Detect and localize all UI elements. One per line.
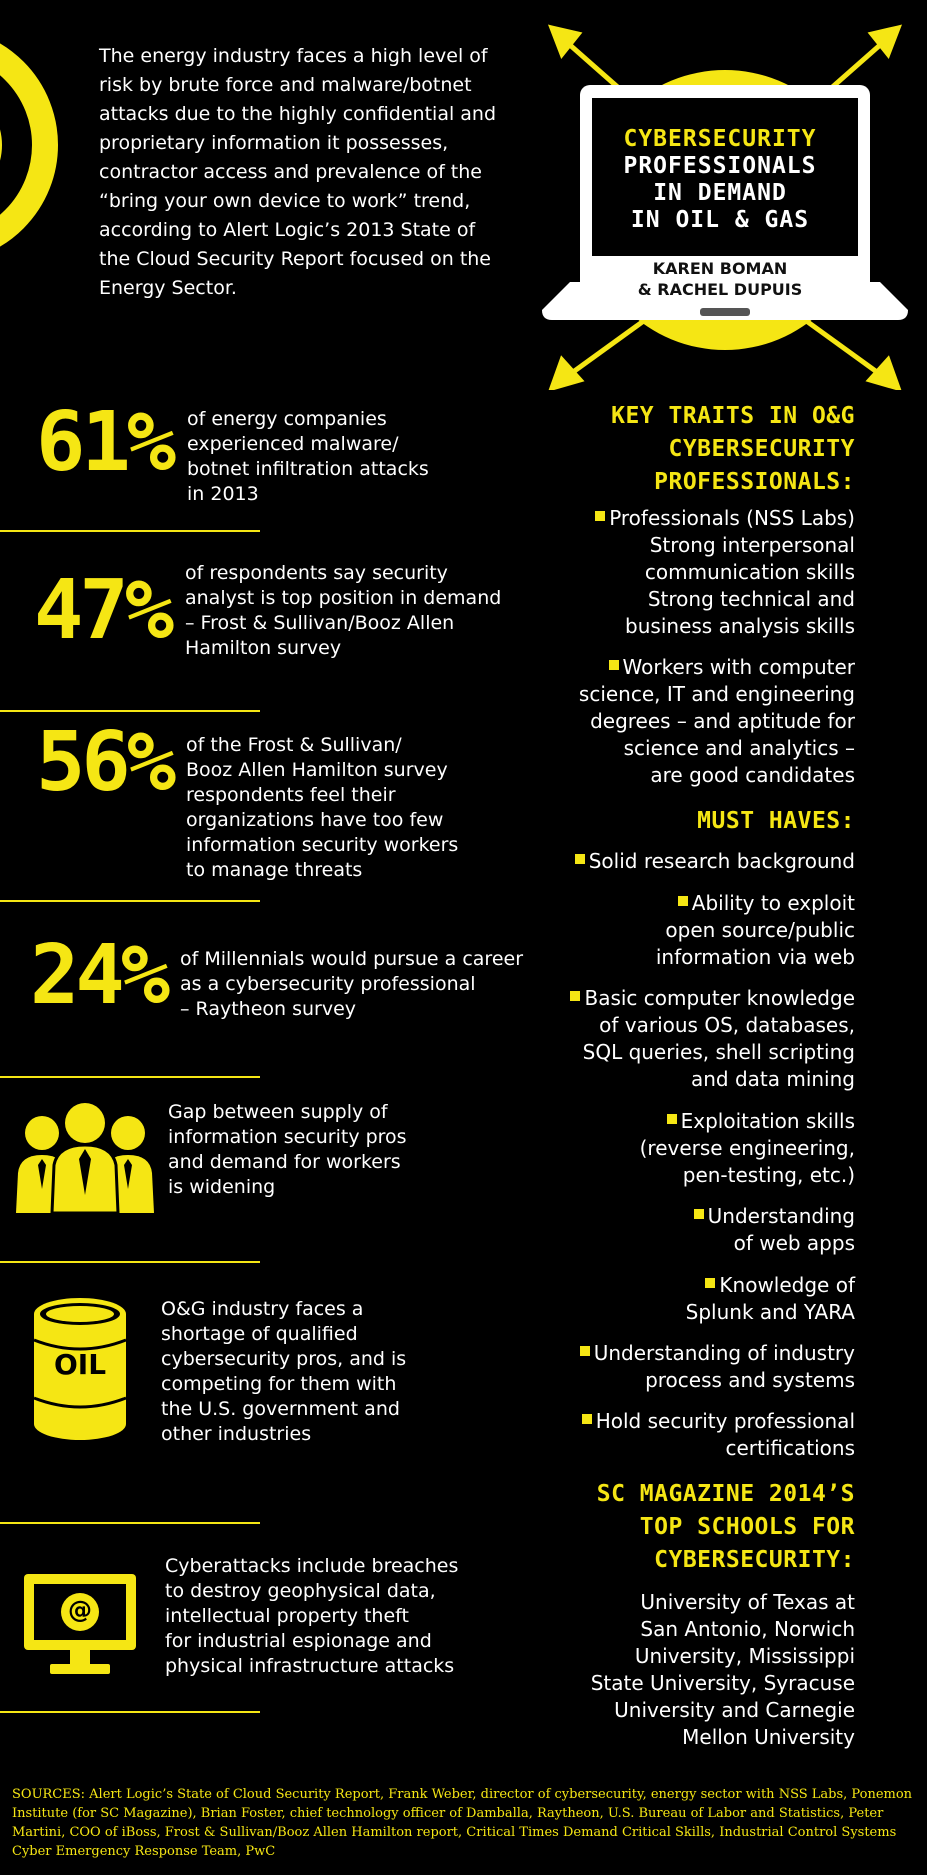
trait-item	[525, 505, 855, 640]
divider	[0, 1261, 260, 1263]
stat-value: 47%	[34, 563, 171, 658]
schools-list	[525, 1589, 855, 1751]
stat-line: as a cybersecurity professional	[180, 973, 476, 995]
stat-line: organizations have too few	[186, 809, 444, 831]
heading-line: PROFESSIONALS:	[654, 469, 855, 495]
stat-description	[180, 947, 540, 1022]
fact-description	[168, 1100, 468, 1200]
stat-line: botnet infiltration attacks	[187, 458, 429, 480]
bullet-icon	[570, 991, 580, 1001]
author-name: & RACHEL DUPUIS	[637, 280, 803, 299]
intro-line: risk by brute force and malware/botnet	[99, 74, 472, 96]
stat-description	[187, 407, 487, 507]
item-line: Professionals (NSS Labs)	[609, 506, 855, 530]
fact-line: the U.S. government and	[161, 1398, 400, 1420]
stat-value: 24%	[30, 928, 167, 1023]
item-line: certifications	[725, 1436, 855, 1460]
divider	[0, 530, 260, 532]
must-haves-heading: MUST HAVES:	[697, 808, 855, 834]
divider	[0, 710, 260, 712]
must-have-item	[525, 1408, 855, 1462]
school-line: San Antonio, Norwich	[640, 1617, 855, 1641]
item-line: degrees – and aptitude for	[590, 709, 855, 733]
item-line: Solid research background	[588, 849, 855, 873]
stat-line: Booz Allen Hamilton survey	[186, 759, 448, 781]
heading-line: SC MAGAZINE 2014’S	[596, 1481, 855, 1507]
trait-item	[525, 654, 855, 789]
stat-line: Hamilton survey	[185, 637, 342, 659]
fact-line: information security pros	[168, 1126, 407, 1148]
traits-heading	[525, 400, 855, 499]
heading-line: CYBERSECURITY	[668, 436, 855, 462]
stat-line: analyst is top position in demand	[185, 587, 502, 609]
intro-line: “bring your own device to work” trend,	[99, 190, 471, 212]
bullet-icon	[609, 660, 619, 670]
item-line: open source/public	[665, 918, 855, 942]
fact-line: competing for them with	[161, 1373, 397, 1395]
item-line: and data mining	[690, 1067, 855, 1091]
divider	[0, 1522, 260, 1524]
item-line: Exploitation skills	[680, 1109, 855, 1133]
bullet-icon	[582, 1414, 592, 1424]
item-line: Strong technical and	[647, 587, 855, 611]
school-line: University, Mississippi	[634, 1644, 855, 1668]
must-have-item	[525, 1108, 855, 1189]
stat-line: information security workers	[186, 834, 459, 856]
bullet-icon	[667, 1114, 677, 1124]
title-line: IN OIL & GAS	[630, 207, 810, 233]
fact-line: O&G industry faces a	[161, 1298, 364, 1320]
item-line: Understanding of industry	[593, 1341, 855, 1365]
title-line: PROFESSIONALS	[623, 153, 817, 179]
stat-value: 56%	[36, 715, 173, 810]
divider	[0, 1076, 260, 1078]
stat-line: to manage threats	[186, 859, 363, 881]
must-have-item	[525, 890, 855, 971]
intro-line: the Cloud Security Report focused on the	[99, 248, 491, 270]
oil-label: OIL	[53, 1348, 107, 1381]
bullet-icon	[678, 896, 688, 906]
item-line: of various OS, databases,	[599, 1013, 855, 1037]
fact-line: Cyberattacks include breaches	[165, 1555, 459, 1577]
school-line: University of Texas at	[640, 1590, 855, 1614]
stat-line: – Frost & Sullivan/Booz Allen	[185, 612, 455, 634]
title-line: IN DEMAND	[653, 180, 787, 206]
fact-line: and demand for workers	[168, 1151, 401, 1173]
must-have-item	[525, 1203, 855, 1257]
fact-line: is widening	[168, 1176, 276, 1198]
author-block	[600, 258, 840, 300]
school-line: University and Carnegie	[614, 1698, 855, 1722]
must-have-item	[525, 985, 855, 1093]
intro-line: according to Alert Logic’s 2013 State of	[99, 219, 476, 241]
item-line: business analysis skills	[625, 614, 855, 638]
fact-line: other industries	[161, 1423, 312, 1445]
fact-line: cybersecurity pros, and is	[161, 1348, 407, 1370]
heading-line: TOP SCHOOLS FOR	[639, 1514, 855, 1540]
bullet-icon	[580, 1346, 590, 1356]
oil-barrel-icon	[32, 1296, 128, 1442]
intro-line: attacks due to the highly confidential and	[99, 103, 497, 125]
heading-line: CYBERSECURITY:	[654, 1547, 855, 1573]
item-line: Workers with computer	[622, 655, 855, 679]
fact-line: to destroy geophysical data,	[165, 1580, 436, 1602]
must-have-item	[525, 1272, 855, 1326]
item-line: Knowledge of	[719, 1273, 855, 1297]
bullet-icon	[694, 1209, 704, 1219]
author-name: KAREN BOMAN	[652, 259, 788, 278]
fact-line: intellectual property theft	[165, 1605, 409, 1627]
item-line: process and systems	[645, 1368, 855, 1392]
fact-description	[165, 1554, 495, 1679]
item-line: Strong interpersonal	[649, 533, 855, 557]
intro-line: contractor access and prevalence of the	[99, 161, 482, 183]
sources-text: SOURCES: Alert Logic’s State of Cloud Security Report, Frank Weber, director of cybersecurity, energy sector with NSS Labs, Ponemon Institute (for SC Magazine), Brian Foster, chief technology officer of Damballa, Raytheon, U.S. Bureau of Labor and Statistics, Peter Martini, COO of iBoss, Frost & Sullivan/Booz Allen Hamilton report, Critical Times Demand Critical Skills, Industrial Control Systems Cyber Emergency Response Team, PwC	[12, 1787, 913, 1859]
monitor-at-icon	[24, 1574, 136, 1676]
bullet-icon	[705, 1278, 715, 1288]
fact-line: shortage of qualified	[161, 1323, 358, 1345]
item-line: Understanding	[707, 1204, 855, 1228]
heading-line: KEY TRAITS IN O&G	[611, 403, 855, 429]
people-group-icon	[14, 1103, 156, 1213]
must-have-item	[525, 848, 855, 875]
item-line: of web apps	[733, 1231, 855, 1255]
must-have-item	[525, 1340, 855, 1394]
school-line: Mellon University	[682, 1725, 855, 1749]
item-line: Splunk and YARA	[685, 1300, 855, 1324]
item-line: are good candidates	[650, 763, 855, 787]
intro-line: Energy Sector.	[99, 277, 237, 299]
divider	[0, 1711, 260, 1713]
stat-line: of Millennials would pursue a career	[180, 948, 524, 970]
intro-line: proprietary information it possesses,	[99, 132, 449, 154]
item-line: Hold security professional	[595, 1409, 855, 1433]
intro-line: The energy industry faces a high level of	[99, 45, 488, 67]
divider	[0, 900, 260, 902]
item-line: communication skills	[644, 560, 855, 584]
item-line: Ability to exploit	[691, 891, 855, 915]
header-title	[590, 126, 850, 234]
title-line: CYBERSECURITY	[623, 126, 817, 152]
item-line: science, IT and engineering	[578, 682, 855, 706]
stat-description	[186, 733, 496, 883]
fact-description	[161, 1297, 461, 1447]
fact-line: Gap between supply of	[168, 1101, 388, 1123]
bullet-icon	[595, 511, 605, 521]
bullet-icon	[575, 854, 585, 864]
stat-value: 61%	[36, 395, 173, 490]
stat-line: of energy companies	[187, 408, 387, 430]
item-line: (reverse engineering,	[639, 1136, 855, 1160]
stat-line: of respondents say security	[185, 562, 448, 584]
item-line: SQL queries, shell scripting	[582, 1040, 855, 1064]
item-line: science and analytics –	[623, 736, 855, 760]
stat-line: in 2013	[187, 483, 259, 505]
at-label: @	[68, 1596, 92, 1624]
school-line: State University, Syracuse	[590, 1671, 855, 1695]
schools-heading	[525, 1478, 855, 1577]
item-line: Basic computer knowledge	[584, 986, 855, 1010]
stat-line: respondents feel their	[186, 784, 396, 806]
fact-line: physical infrastructure attacks	[165, 1655, 455, 1677]
stat-line: – Raytheon survey	[180, 998, 357, 1020]
item-line: information via web	[655, 945, 855, 969]
intro-paragraph	[99, 42, 519, 303]
item-line: pen-testing, etc.)	[682, 1163, 855, 1187]
stat-line: of the Frost & Sullivan/	[186, 734, 402, 756]
stat-description	[185, 561, 515, 661]
decorative-circle-icon	[0, 30, 60, 260]
fact-line: for industrial espionage and	[165, 1630, 432, 1652]
stat-line: experienced malware/	[187, 433, 399, 455]
